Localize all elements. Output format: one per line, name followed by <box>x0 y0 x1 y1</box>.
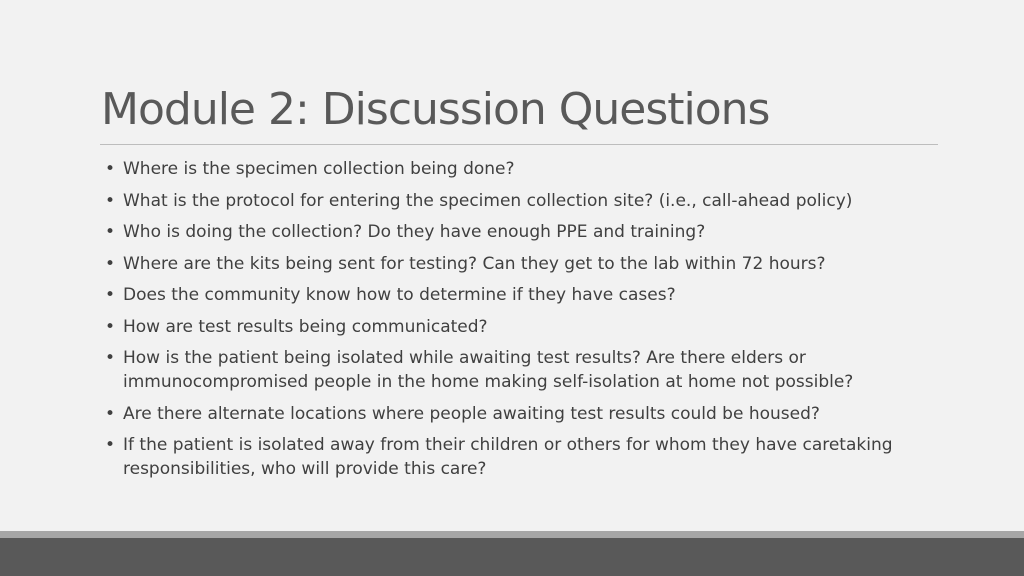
bullet-item <box>100 315 920 339</box>
bullet-item <box>100 252 920 276</box>
bullet-item <box>100 402 920 426</box>
bullet-icon: • <box>105 316 116 337</box>
bullet-text: Does the community know how to determine if they have cases? <box>123 285 676 305</box>
bullet-text: Where is the specimen collection being done? <box>123 159 515 179</box>
bullet-icon: • <box>105 403 116 424</box>
title-divider <box>100 144 938 145</box>
slide-title: Module 2: Discussion Questions <box>101 84 770 135</box>
footer-band-light <box>0 531 1024 538</box>
bullet-item <box>100 220 920 244</box>
bullet-icon: • <box>105 253 116 274</box>
bullet-text: Are there alternate locations where people awaiting test results could be housed? <box>123 403 820 424</box>
bullet-item <box>100 283 920 307</box>
bullet-icon: • <box>105 348 116 368</box>
bullet-item <box>100 346 920 394</box>
bullet-item <box>100 189 920 213</box>
bullet-text: What is the protocol for entering the specimen collection site? (i.e., call-ahead policy) <box>123 190 853 211</box>
bullet-text: Who is doing the collection? Do they have enough PPE and training? <box>123 222 706 242</box>
bullet-icon: • <box>105 222 116 242</box>
bullet-icon: • <box>105 159 116 179</box>
bullet-icon: • <box>105 285 116 305</box>
bullet-icon: • <box>105 190 116 211</box>
bullet-text: How is the patient being isolated while awaiting test results? Are there elders or immunocompromised people in the home making self-isolation at home not possible? <box>123 348 854 392</box>
bullet-text: Where are the kits being sent for testing? Can they get to the lab within 72 hours? <box>123 253 826 274</box>
bullet-text: If the patient is isolated away from their children or others for whom they have caretaking responsibilities, who will provide this care? <box>123 435 893 479</box>
bullet-icon: • <box>105 435 116 455</box>
bullet-list <box>100 157 920 489</box>
footer-band-dark <box>0 538 1024 576</box>
bullet-text: How are test results being communicated? <box>123 316 488 337</box>
bullet-item <box>100 157 920 181</box>
bullet-item <box>100 433 920 481</box>
